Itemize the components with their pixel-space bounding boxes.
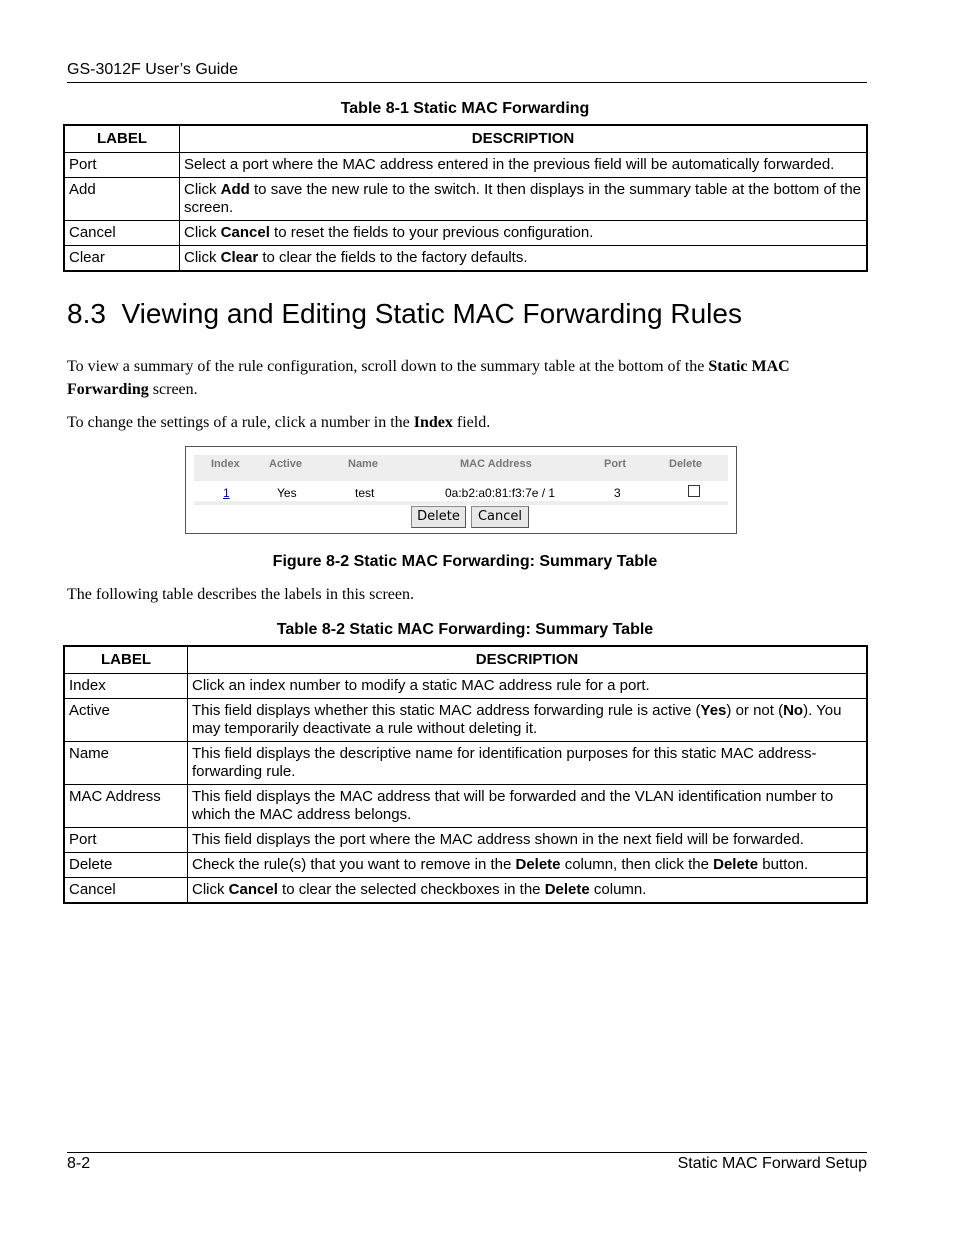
active-value: Yes	[277, 486, 297, 500]
row-label: Clear	[64, 246, 180, 272]
section-number: 8.3	[67, 298, 106, 329]
col-index-header: Index	[211, 458, 240, 470]
row-label: Port	[64, 153, 180, 178]
row-description: Click Clear to clear the fields to the factory defaults.	[180, 246, 868, 272]
section-paragraph-2: To change the settings of a rule, click a number in the Index field.	[67, 414, 491, 431]
row-description: This field displays the MAC address that will be forwarded and the VLAN identification number to which the MAC address belongs.	[188, 785, 868, 828]
table-row	[64, 828, 867, 853]
guide-title: GS-3012F User’s Guide	[67, 61, 239, 78]
row-label: Cancel	[64, 221, 180, 246]
figure-caption: Figure 8-2 Static MAC Forwarding: Summary Table	[272, 553, 658, 570]
row-description: This field displays the descriptive name for identification purposes for this static MAC address-forwarding rule.	[188, 742, 868, 785]
page-footer	[67, 1152, 867, 1175]
table-row	[64, 674, 867, 699]
table2-header-label: LABEL	[64, 646, 188, 674]
row-description: This field displays whether this static MAC address forwarding rule is active (Yes) or not (No). You may temporarily deactivate a rule without deleting it.	[188, 699, 868, 742]
row-label: Port	[64, 828, 188, 853]
section-paragraph-1: To view a summary of the rule configuration, scroll down to the summary table at the bottom of the Static MAC Forwarding screen.	[67, 358, 790, 398]
table-row	[64, 853, 867, 878]
table-row	[64, 246, 867, 272]
row-description: Select a port where the MAC address entered in the previous field will be automatically forwarded.	[180, 153, 868, 178]
row-description: Click Add to save the new rule to the switch. It then displays in the summary table at the bottom of the screen.	[180, 178, 868, 221]
col-port-header: Port	[604, 458, 626, 470]
delete-button[interactable]: Delete	[411, 506, 466, 528]
table-summary	[63, 645, 868, 904]
summary-table	[194, 455, 728, 505]
cancel-button[interactable]: Cancel	[471, 506, 529, 528]
col-mac-header: MAC Address	[460, 458, 532, 470]
page-header	[67, 60, 867, 83]
delete-checkbox[interactable]	[688, 485, 700, 497]
mac-value: 0a:b2:a0:81:f3:7e / 1	[445, 486, 556, 500]
table-row	[64, 785, 867, 828]
table1-header-description: DESCRIPTION	[180, 125, 868, 153]
section-title: Viewing and Editing Static MAC Forwarding Rules	[121, 298, 742, 329]
table-row	[64, 178, 867, 221]
row-label: Name	[64, 742, 188, 785]
name-value: test	[355, 486, 375, 500]
table-row	[64, 742, 867, 785]
table2-caption: Table 8-2 Static MAC Forwarding: Summary Table	[276, 621, 654, 638]
row-description: Click Cancel to reset the fields to your previous configuration.	[180, 221, 868, 246]
row-label: Cancel	[64, 878, 188, 904]
page-number: 8-2	[67, 1155, 91, 1172]
paragraph-following-table: The following table describes the labels in this screen.	[67, 586, 415, 603]
col-active-header: Active	[269, 458, 303, 470]
table-static-mac-forwarding	[63, 124, 868, 272]
table-row	[64, 221, 867, 246]
row-description: Click Cancel to clear the selected checkboxes in the Delete column.	[188, 878, 868, 904]
row-label: Add	[64, 178, 180, 221]
table-row	[64, 153, 867, 178]
port-value: 3	[614, 486, 621, 500]
table-row	[64, 878, 867, 904]
table2-header-description: DESCRIPTION	[188, 646, 868, 674]
col-name-header: Name	[348, 458, 378, 470]
row-label: Active	[64, 699, 188, 742]
summary-table-screenshot	[185, 446, 737, 534]
index-link[interactable]: 1	[223, 486, 230, 500]
row-description: Check the rule(s) that you want to remove in the Delete column, then click the Delete button.	[188, 853, 868, 878]
row-label: MAC Address	[64, 785, 188, 828]
chapter-title: Static MAC Forward Setup	[677, 1155, 867, 1172]
table1-caption: Table 8-1 Static MAC Forwarding	[340, 100, 590, 117]
table1-header-label: LABEL	[64, 125, 180, 153]
col-delete-header: Delete	[669, 458, 703, 470]
row-label: Index	[64, 674, 188, 699]
table-row	[64, 699, 867, 742]
section-heading	[67, 298, 742, 330]
row-description: Click an index number to modify a static MAC address rule for a port.	[188, 674, 868, 699]
row-description: This field displays the port where the MAC address shown in the next field will be forwarded.	[188, 828, 868, 853]
row-label: Delete	[64, 853, 188, 878]
